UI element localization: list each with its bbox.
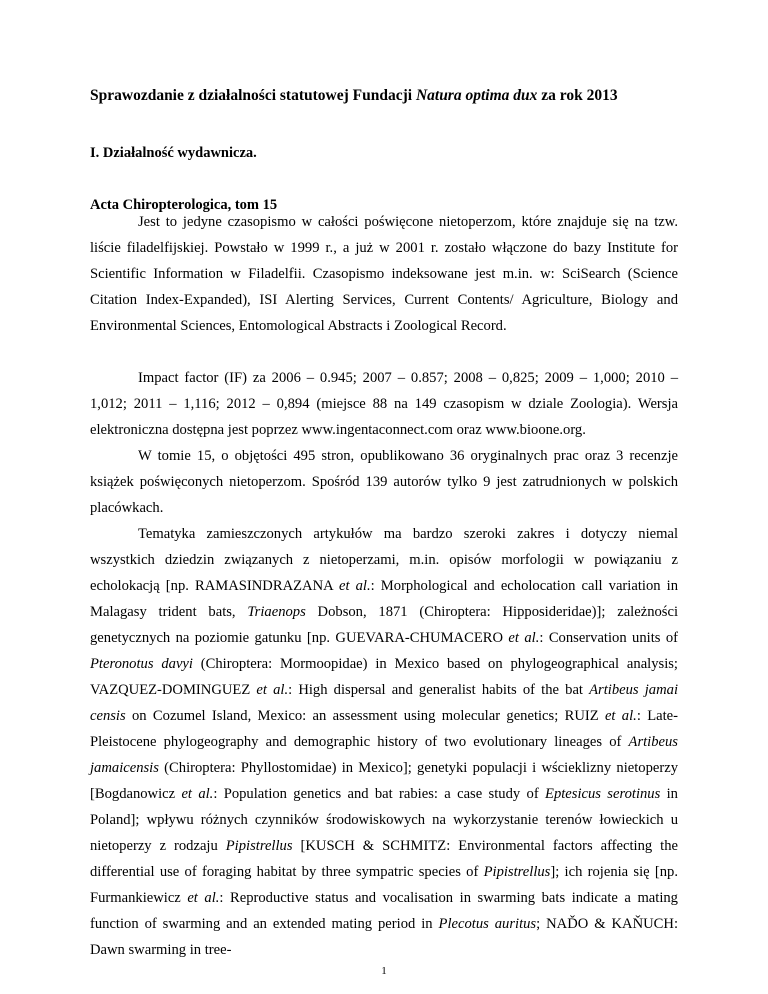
section-heading: I. Działalność wydawnicza. (90, 145, 257, 161)
journal-subheading: Acta Chiropterologica, tom 15 (90, 197, 278, 213)
paragraph-volume-summary: W tomie 15, o objętości 495 stron, opublikowano 36 oryginalnych prac oraz 3 recenzje książek poświęconych nietoperzom. Spośród 139 autorów tylko 9 jest zatrudnionych w polskich placówkach. (90, 448, 678, 516)
paragraph-article-topics: Tematyka zamieszczonych artykułów ma bardzo szeroki zakres i dotyczy niemal wszystkich dziedzin związanych z nietoperzami, m.in. opisów morfologii w powiązaniu z echolokacją [np. RAMASINDRAZANA et al.: Morphological and echolocation call variation in Malagasy trident bats, Triaenops Dobson, 1871 (Chiroptera: Hipposideridae)]; zależności genetycznych na poziomie gatunku [np. GUEVARA-CHUMACERO et al.: Conservation units of Pteronotus davyi (Chiroptera: Mormoopidae) in Mexico based on phylogeographical analysis; VAZQUEZ-DOMINGUEZ et al.: High dispersal and generalist habits of the bat Artibeus jamai censis on Cozumel Island, Mexico: an assessment using molecular genetics; RUIZ et al.: Late-Pleistocene phylogeography and demographic history of two evolutionary lineages of Artibeus jamaicensis (Chiroptera: Phyllostomidae) in Mexico]; genetyki populacji i wścieklizny nietoperzy [Bogdanowicz et al.: Population genetics and bat rabies: a case study of Eptesicus serotinus in Poland]; wpływu różnych czynników środowiskowych na wykorzystanie terenów łowieckich u nietoperzy z rodzaju Pipistrellus [KUSCH & SCHMITZ: Environmental factors affecting the differential use of foraging habitat by three sympatric species of Pipistrellus]; ich rojenia się [np. Furmankiewicz et al.: Reproductive status and vocalisation in swarming bats indicate a mating function of swarming and an extended mating period in Plecotus auritus; NAĎO & KAŇUCH: Dawn swarming in tree- (90, 526, 678, 958)
paragraph-journal-description: Jest to jedyne czasopismo w całości poświęcone nietoperzom, które znajduje się na tzw. liście filadelfijskiej. Powstało w 1999 r., a już w 2001 r. zostało włączone do bazy Institute for Scientific Information w Filadelfii. Czasopismo indeksowane jest m.in. w: SciSearch (Science Citation Index-Expanded), ISI Alerting Services, Current Contents/ Agriculture, Biology and Environmental Sciences, Entomological Abstracts i Zoological Record. (90, 214, 678, 334)
title-text: Sprawozdanie z działalności statutowej Fundacji (90, 87, 416, 104)
title-italic-text: Natura optima dux (415, 87, 538, 104)
title-suffix-text: za rok 2013 (537, 87, 618, 104)
paragraph-impact-factor: Impact factor (IF) za 2006 – 0.945; 2007 – 0.857; 2008 – 0,825; 2009 – 1,000; 2010 – 1,012; 2011 – 1,116; 2012 – 0,894 (miejsce 88 na 149 czasopism w dziale Zoologia). Wersja elektroniczna dostępna jest poprzez www.ingentaconnect.com oraz www.bioone.org. (90, 370, 678, 438)
document-title (90, 86, 690, 106)
page-number: 1 (381, 965, 387, 977)
